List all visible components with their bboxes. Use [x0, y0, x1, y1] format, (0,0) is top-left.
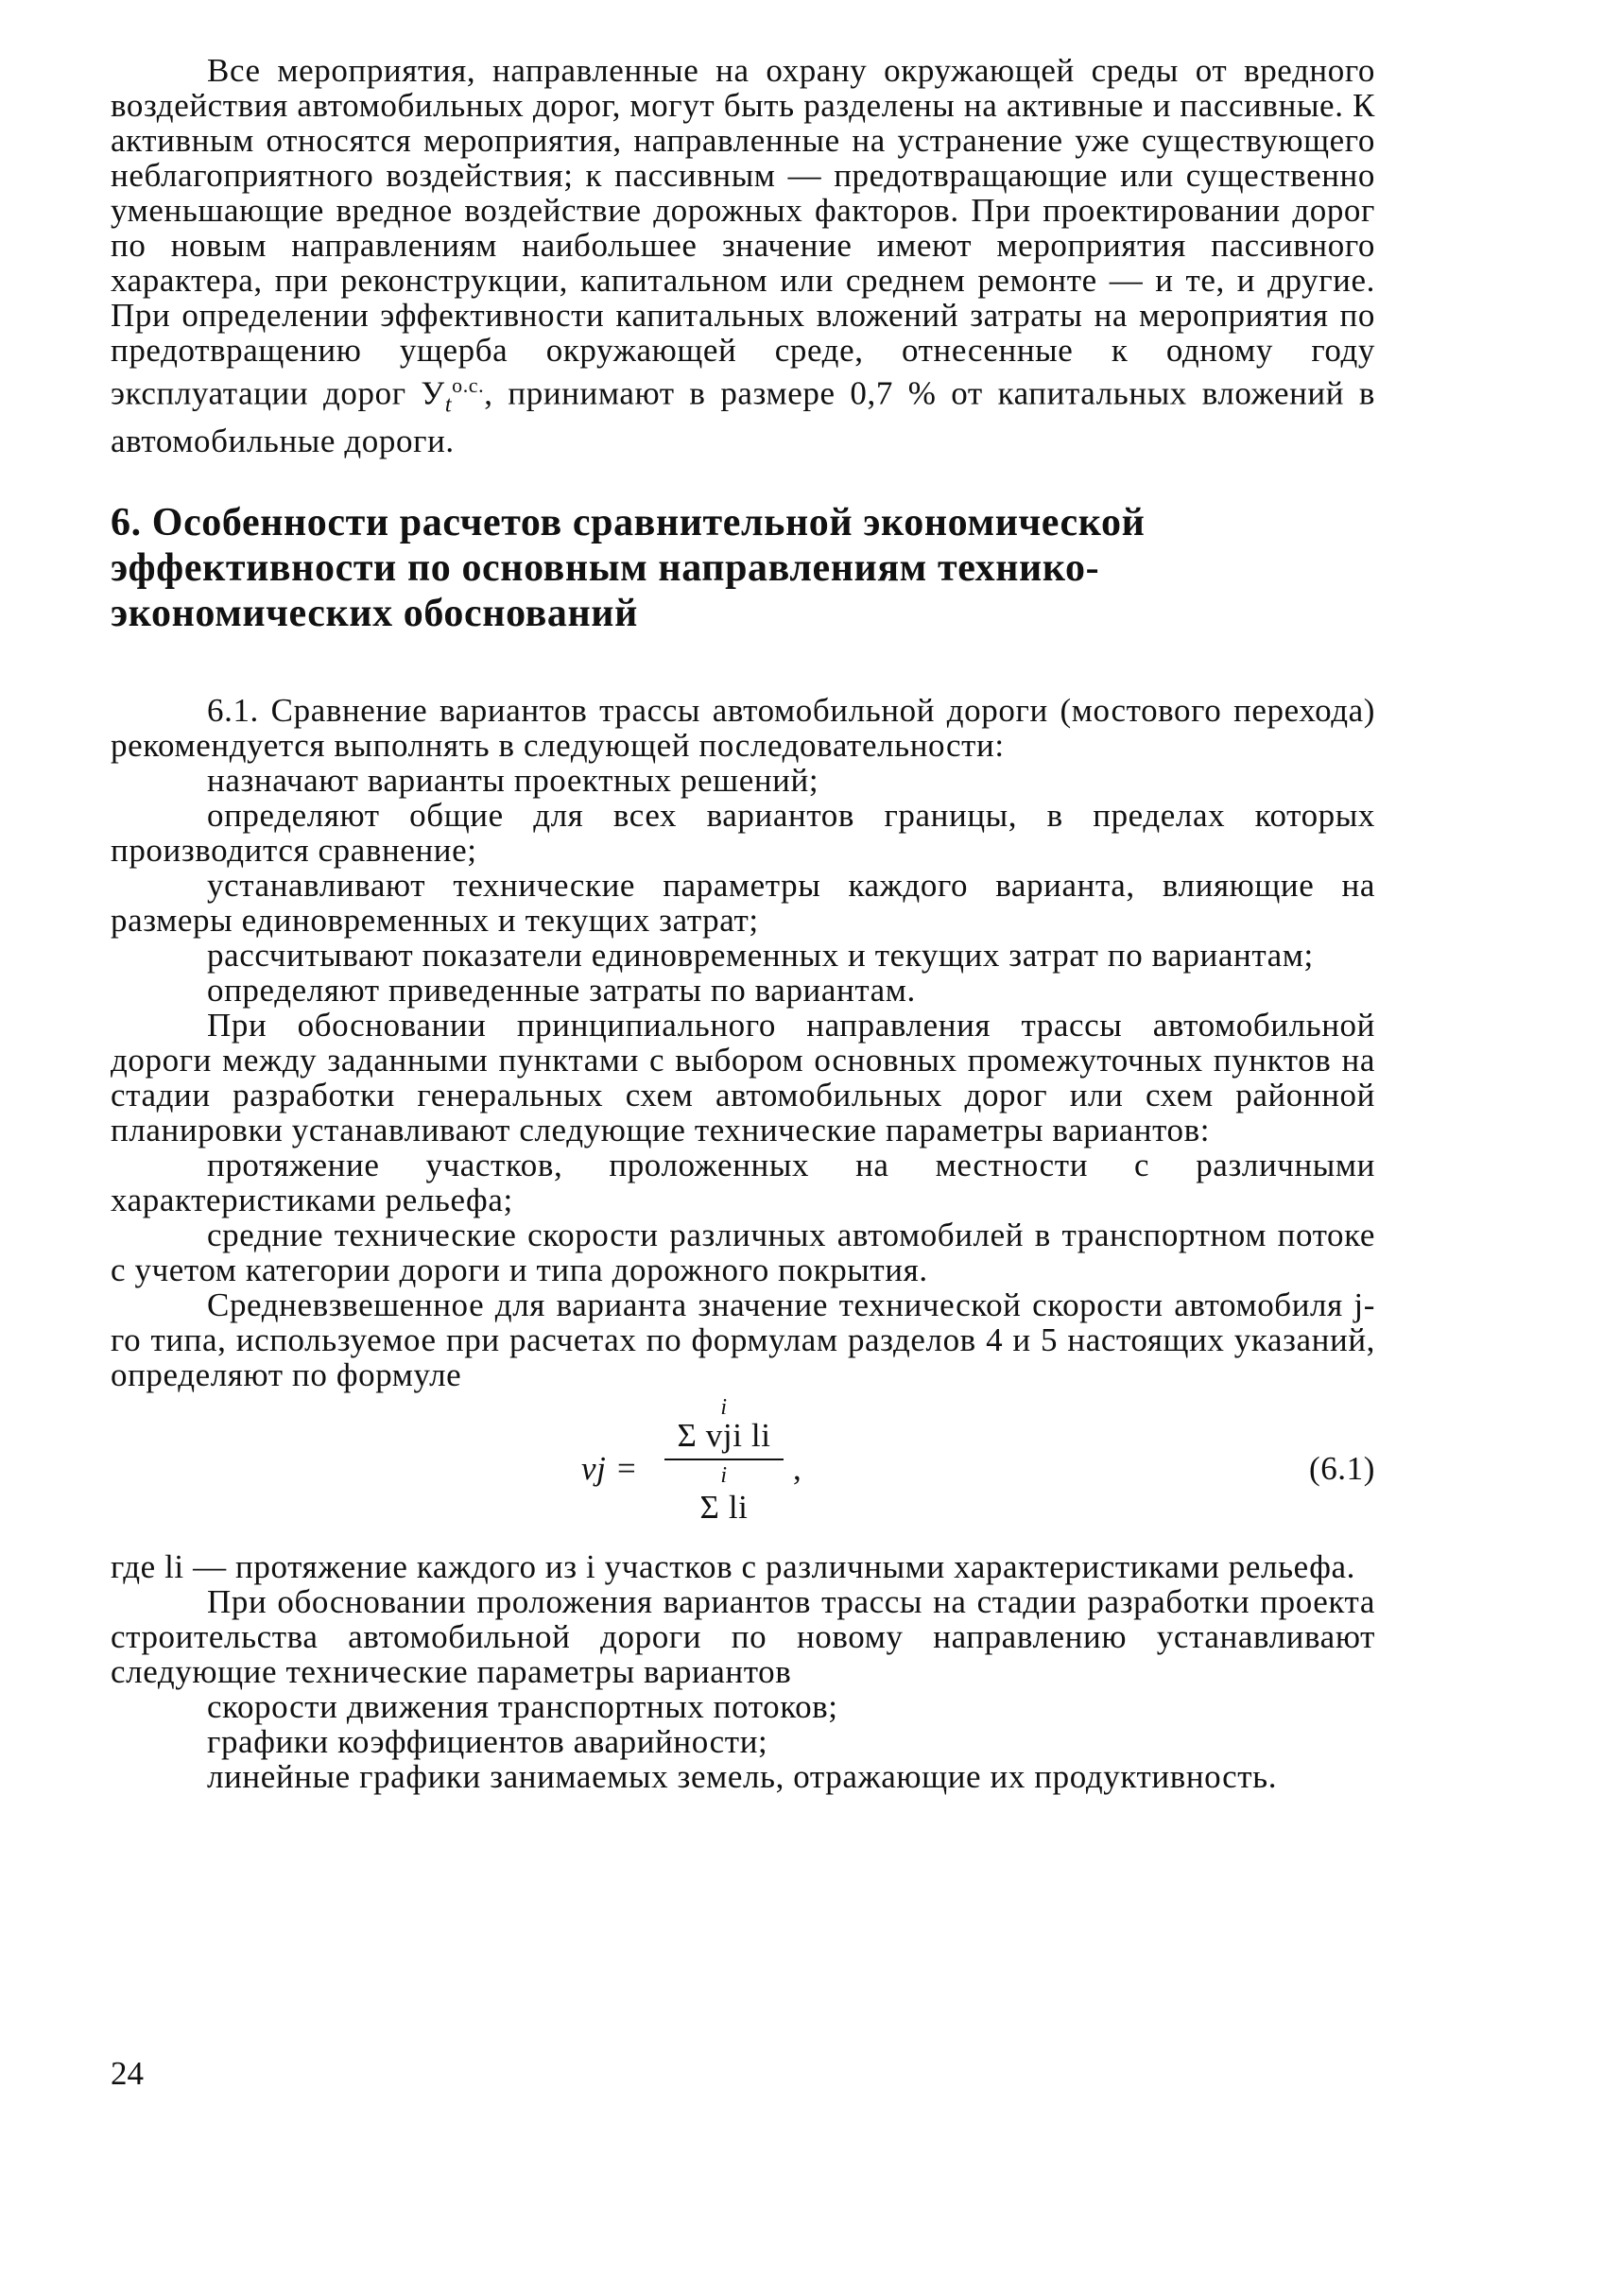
intro-tail: , принимают в размере 0,7 % от капитальных вложений в автомобильные дороги. — [111, 374, 1375, 459]
intro-subscript: t — [444, 392, 453, 418]
intro-paragraph — [111, 53, 1375, 458]
list1-item: устанавливают технические параметры каждого варианта, влияющие на размеры единовременных и текущих затрат; — [111, 866, 1375, 939]
list2-item: протяжение участков, проложенных на местности с различными характеристиками рельефа; — [111, 1146, 1375, 1218]
intro-text: Все мероприятия, направленные на охрану окружающей среды от вредного воздействия автомобильных дорог, могут быть разделены на активные и пассивные. К активным относятся мероприятия, направленные на устранение уже существующего неблагоприятного воздействия; к пассивным — предотвращающие или существенно уменьшающие вредное воздействие дорожных факторов. При проектировании дорог по новым направлениям наибольшее значение имеют мероприятия пассивного характера, при реконструкции, капитальном или среднем ремонте — и те, и другие. При определении эффективности капитальных вложений затраты на мероприятия по предотвращению ущерба окружающей среде, отнесенные к одному году эксплуатации дорог У — [111, 52, 1375, 412]
formula-upper-limit: i — [720, 1394, 728, 1420]
paragraph-principal: При обосновании принципиального направления трассы автомобильной дороги между заданными пунктами с выбором основных промежуточных пунктов на стадии разработки генеральных схем автомобильных дорог или схем районной планировки устанавливают следующие технические параметры вариантов: — [111, 1006, 1375, 1148]
list3-item: линейные графики занимаемых земель, отражающие их продуктивность. — [207, 1757, 1278, 1795]
text-column — [111, 53, 1375, 1794]
list2-item: средние технические скорости различных автомобилей в транспортном потоке с учетом категории дороги и типа дорожного покрытия. — [111, 1216, 1375, 1288]
formula-denominator: Σ li — [699, 1488, 749, 1526]
formula-comma: , — [793, 1449, 802, 1487]
list3-item: графики коэффициентов аварийности; — [207, 1722, 768, 1760]
paragraph-6-1: 6.1. Сравнение вариантов трассы автомобильной дороги (мостового перехода) рекомендуется выполнять в следующей последовательности: — [111, 691, 1375, 764]
paragraph-where: где li — протяжение каждого из i участков с различными характеристиками рельефа. — [111, 1547, 1355, 1585]
formula-numerator: Σ vji li — [677, 1416, 771, 1454]
fraction-bar — [664, 1459, 784, 1460]
intro-superscript: о.с. — [452, 373, 485, 397]
list1-item: определяют общие для всех вариантов границы, в пределах которых производится сравнение; — [111, 796, 1375, 869]
list1-item: определяют приведенные затраты по вариантам. — [207, 971, 916, 1009]
paragraph-route: При обосновании проложения вариантов трассы на стадии разработки проекта строительства автомобильной дороги по новому направлению устанавливают следующие технические параметры вариантов — [111, 1582, 1375, 1690]
section-heading: 6. Особенности расчетов сравнительной экономической эффективности по основным направлениям технико-экономических обоснований — [111, 500, 1146, 635]
list1-item: назначают варианты проектных решений; — [207, 761, 819, 799]
list3-item: скорости движения транспортных потоков; — [207, 1687, 838, 1725]
formula-lower-limit: i — [720, 1462, 728, 1488]
equation-number: (6.1) — [1308, 1449, 1375, 1487]
paragraph-weighted: Средневзвешенное для варианта значение технической скорости автомобиля j-го типа, используемое при расчетах по формулам разделов 4 и 5 настоящих указаний, определяют по формуле — [111, 1286, 1375, 1393]
page-number: 24 — [111, 2055, 144, 2092]
formula-lhs: vj = — [581, 1449, 639, 1487]
list1-item: рассчитывают показатели единовременных и текущих затрат по вариантам; — [207, 936, 1314, 974]
formula-6-1 — [111, 1396, 1375, 1540]
